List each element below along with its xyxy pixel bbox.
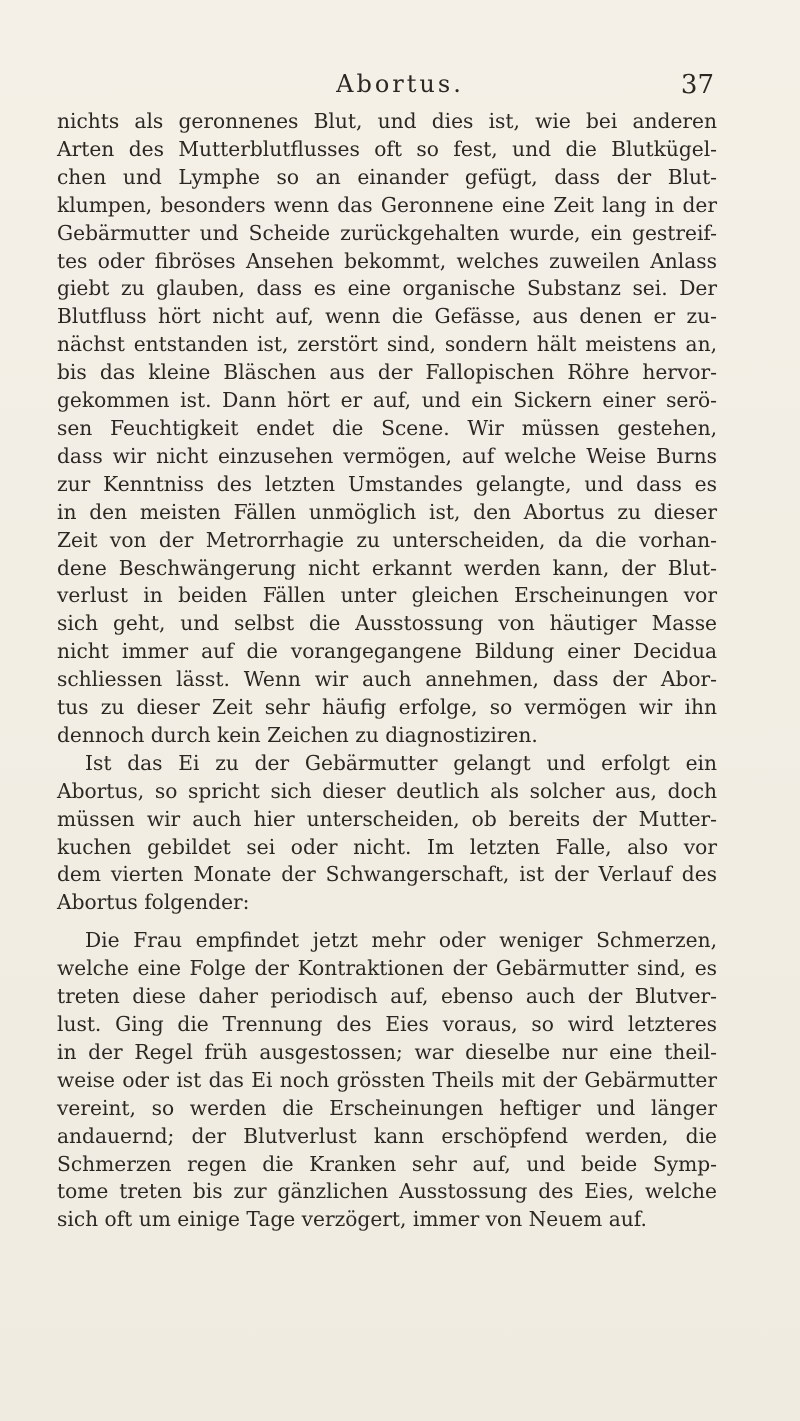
text-line: Blutfluss hört nicht auf, wenn die Gefässe, aus denen er zu- [57,304,717,329]
text-line: vereint, so werden die Erscheinungen heftiger und länger [57,1095,717,1120]
text-line: kuchen gebildet sei oder nicht. Im letzten Falle, also vor [57,834,717,859]
text-line: Gebärmutter und Scheide zurückgehalten wurde, ein gestreif- [57,220,717,245]
text-line: Abortus, so spricht sich dieser deutlich als solcher aus, doch [57,778,717,803]
running-head [0,70,800,104]
text-line: bis das kleine Bläschen aus der Fallopischen Röhre hervor- [57,360,717,385]
text-line: schliessen lässt. Wenn wir auch annehmen, dass der Abor- [57,667,717,692]
text-line: nicht immer auf die vorangegangene Bildung einer Decidua [57,639,717,664]
running-head-title: Abortus. [336,70,464,98]
text-line: sich oft um einige Tage verzögert, immer von Neuem auf. [57,1207,647,1232]
text-line: Die Frau empfindet jetzt mehr oder weniger Schmerzen, [85,928,717,953]
text-line: Arten des Mutterblutflusses oft so fest, und die Blutkügel- [57,136,717,161]
text-line: tus zu dieser Zeit sehr häufig erfolge, so vermögen wir ihn [57,695,717,720]
text-line: Zeit von der Metrorrhagie zu unterscheiden, da die vorhan- [57,527,717,552]
text-line: welche eine Folge der Kontraktionen der Gebärmutter sind, es [57,956,717,981]
text-line: dennoch durch kein Zeichen zu diagnostiziren. [57,722,538,747]
text-line: dass wir nicht einzusehen vermögen, auf welche Weise Burns [57,443,717,468]
text-line: Ist das Ei zu der Gebärmutter gelangt und erfolgt ein [85,750,717,775]
text-line: verlust in beiden Fällen unter gleichen Erscheinungen vor [57,583,717,608]
text-line: chen und Lymphe so an einander gefügt, dass der Blut- [57,164,717,189]
text-line: tes oder fibröses Ansehen bekommt, welches zuweilen Anlass [57,248,717,273]
text-line: andauernd; der Blutverlust kann erschöpfend werden, die [57,1123,717,1148]
text-line: Schmerzen regen die Kranken sehr auf, und beide Symp- [57,1151,717,1176]
text-line: müssen wir auch hier unterscheiden, ob bereits der Mutter- [57,806,717,831]
text-line: in den meisten Fällen unmöglich ist, den Abortus zu dieser [57,499,717,524]
body-text [57,108,717,1234]
page-number: 37 [680,70,714,100]
text-line: gekommen ist. Dann hört er auf, und ein Sickern einer serö- [57,388,717,413]
text-line: tome treten bis zur gänzlichen Ausstossung des Eies, welche [57,1179,717,1204]
text-line: nichts als geronnenes Blut, und dies ist, wie bei anderen [57,109,717,133]
text-line: lust. Ging die Trennung des Eies voraus, so wird letzteres [57,1012,717,1036]
text-line: in der Regel früh ausgestossen; war dieselbe nur eine theil- [57,1039,717,1064]
text-line: sen Feuchtigkeit endet die Scene. Wir müssen gestehen, [57,415,717,440]
text-line: dem vierten Monate der Schwangerschaft, ist der Verlauf des [57,862,717,887]
text-line: giebt zu glauben, dass es eine organische Substanz sei. Der [57,276,717,301]
text-line: Abortus folgender: [57,890,250,915]
text-line: dene Beschwängerung nicht erkannt werden kann, der Blut- [57,555,717,580]
text-line: nächst entstanden ist, zerstört sind, sondern hält meistens an, [57,332,717,357]
text-line: sich geht, und selbst die Ausstossung von häutiger Masse [57,611,717,636]
text-line: zur Kenntniss des letzten Umstandes gelangte, und dass es [57,471,717,496]
text-line: klumpen, besonders wenn das Geronnene eine Zeit lang in der [57,192,717,217]
text-line: treten diese daher periodisch auf, ebenso auch der Blutver- [57,984,717,1009]
text-line: weise oder ist das Ei noch grössten Theils mit der Gebärmutter [57,1067,717,1092]
